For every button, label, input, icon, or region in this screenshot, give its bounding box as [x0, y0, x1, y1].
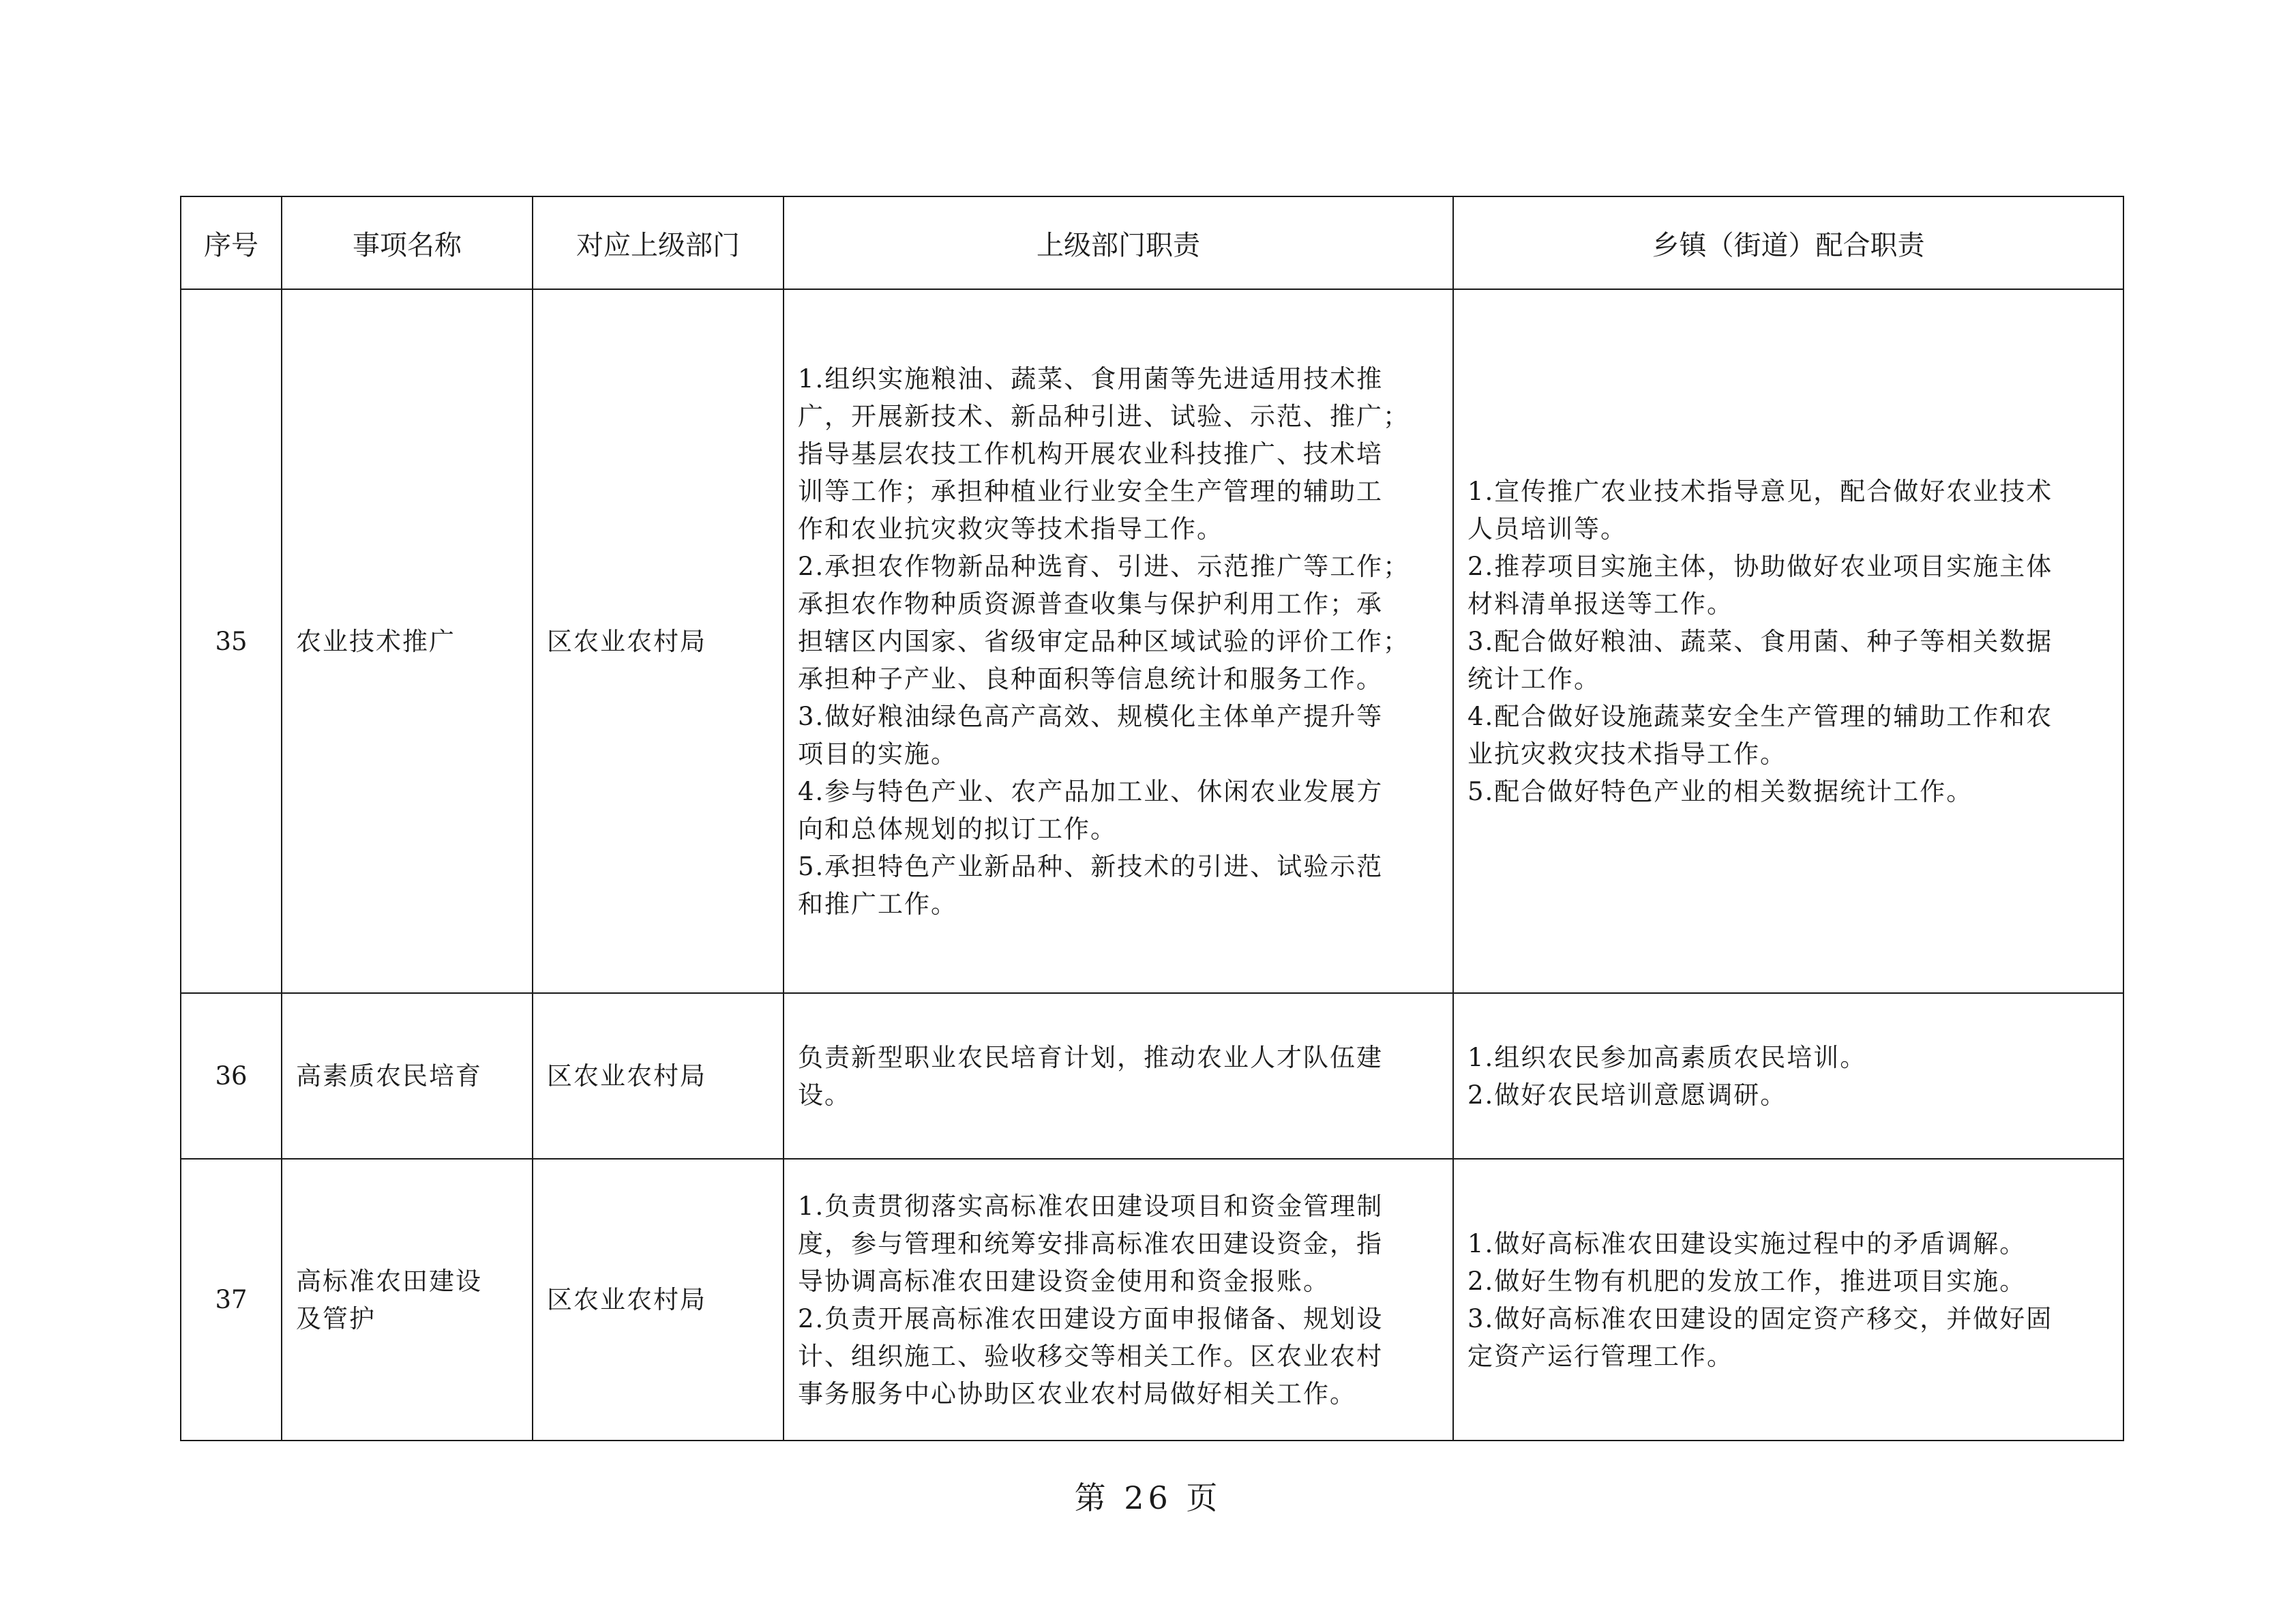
row-upper-duty — [784, 993, 1453, 1159]
text-line: 2.承担农作物新品种选育、引进、示范推广等工作； — [798, 551, 1410, 581]
table-header-row — [181, 196, 2123, 289]
text-line: 度，参与管理和统筹安排高标准农田建设资金，指 — [798, 1228, 1383, 1258]
row-town-duty — [1453, 993, 2123, 1159]
text-line: 定资产运行管理工作。 — [1467, 1341, 1733, 1371]
text-line: 1.负责贯彻落实高标准农田建设项目和资金管理制 — [798, 1191, 1384, 1221]
text-line: 4.参与特色产业、农产品加工业、休闲农业发展方 — [798, 776, 1384, 806]
row-seq: 35 — [181, 289, 282, 993]
text-line: 1.组织实施粮油、蔬菜、食用菌等先进适用技术推 — [798, 364, 1384, 394]
item-name-line: 高标准农田建设 — [296, 1266, 482, 1296]
item-name-line: 及管护 — [296, 1303, 376, 1333]
text-line: 2.推荐项目实施主体，协助做好农业项目实施主体 — [1467, 551, 2053, 581]
text-line: 1.宣传推广农业技术指导意见，配合做好农业技术 — [1467, 476, 2053, 506]
text-line: 1.做好高标准农田建设实施过程中的矛盾调解。 — [1467, 1228, 2027, 1258]
text-line: 计、组织施工、验收移交等相关工作。区农业农村 — [798, 1341, 1383, 1371]
row-seq: 37 — [181, 1159, 282, 1441]
row-seq: 36 — [181, 993, 282, 1159]
text-line: 承担种子产业、良种面积等信息统计和服务工作。 — [798, 664, 1383, 694]
text-line: 担辖区内国家、省级审定品种区域试验的评价工作； — [798, 626, 1410, 656]
row-upper-duty — [784, 289, 1453, 993]
text-line: 负责新型职业农民培育计划，推动农业人才队伍建 — [798, 1042, 1383, 1072]
table-row — [181, 1159, 2123, 1441]
text-line: 统计工作。 — [1467, 664, 1600, 694]
text-line: 3.做好粮油绿色高产高效、规模化主体单产提升等 — [798, 701, 1384, 731]
item-name-line: 高素质农民培育 — [296, 1061, 482, 1091]
row-item-name — [282, 993, 533, 1159]
table-row — [181, 993, 2123, 1159]
row-town-duty — [1453, 289, 2123, 993]
duty-table — [180, 196, 2124, 1441]
row-upper-duty — [784, 1159, 1453, 1441]
row-upper-dept: 区农业农村局 — [533, 1159, 784, 1441]
text-line: 业抗灾救灾技术指导工作。 — [1467, 739, 1787, 769]
text-line: 设。 — [798, 1080, 851, 1110]
text-line: 2.做好生物有机肥的发放工作，推进项目实施。 — [1467, 1266, 2027, 1296]
header-seq: 序号 — [181, 196, 282, 289]
row-upper-dept: 区农业农村局 — [533, 993, 784, 1159]
text-line: 3.配合做好粮油、蔬菜、食用菌、种子等相关数据 — [1467, 626, 2053, 656]
row-item-name — [282, 1159, 533, 1441]
text-line: 承担农作物种质资源普查收集与保护利用工作；承 — [798, 589, 1383, 619]
text-line: 材料清单报送等工作。 — [1467, 589, 1733, 619]
header-item-name: 事项名称 — [282, 196, 533, 289]
text-line: 训等工作；承担种植业行业安全生产管理的辅助工 — [798, 476, 1383, 506]
header-upper-duty: 上级部门职责 — [784, 196, 1453, 289]
page-number: 第 26 页 — [1074, 1479, 1222, 1516]
table-row — [181, 289, 2123, 993]
row-town-duty — [1453, 1159, 2123, 1441]
text-line: 项目的实施。 — [798, 739, 957, 769]
text-line: 作和农业抗灾救灾等技术指导工作。 — [798, 514, 1223, 544]
text-line: 事务服务中心协助区农业农村局做好相关工作。 — [798, 1378, 1356, 1408]
text-line: 5.配合做好特色产业的相关数据统计工作。 — [1467, 776, 1973, 806]
text-line: 指导基层农技工作机构开展农业科技推广、技术培 — [798, 439, 1383, 469]
text-line: 人员培训等。 — [1467, 514, 1627, 544]
header-upper-dept: 对应上级部门 — [533, 196, 784, 289]
text-line: 4.配合做好设施蔬菜安全生产管理的辅助工作和农 — [1467, 701, 2053, 731]
text-line: 广，开展新技术、新品种引进、试验、示范、推广； — [798, 401, 1410, 431]
row-item-name — [282, 289, 533, 993]
text-line: 3.做好高标准农田建设的固定资产移交，并做好固 — [1467, 1303, 2053, 1333]
text-line: 向和总体规划的拟订工作。 — [798, 814, 1117, 844]
text-line: 2.负责开展高标准农田建设方面申报储备、规划设 — [798, 1303, 1384, 1333]
header-town-duty: 乡镇（街道）配合职责 — [1453, 196, 2123, 289]
item-name-line: 农业技术推广 — [296, 626, 456, 656]
text-line: 和推广工作。 — [798, 889, 957, 919]
text-line: 5.承担特色产业新品种、新技术的引进、试验示范 — [798, 851, 1384, 881]
text-line: 1.组织农民参加高素质农民培训。 — [1467, 1042, 1867, 1072]
row-upper-dept: 区农业农村局 — [533, 289, 784, 993]
text-line: 导协调高标准农田建设资金使用和资金报账。 — [798, 1266, 1330, 1296]
text-line: 2.做好农民培训意愿调研。 — [1467, 1080, 1787, 1110]
